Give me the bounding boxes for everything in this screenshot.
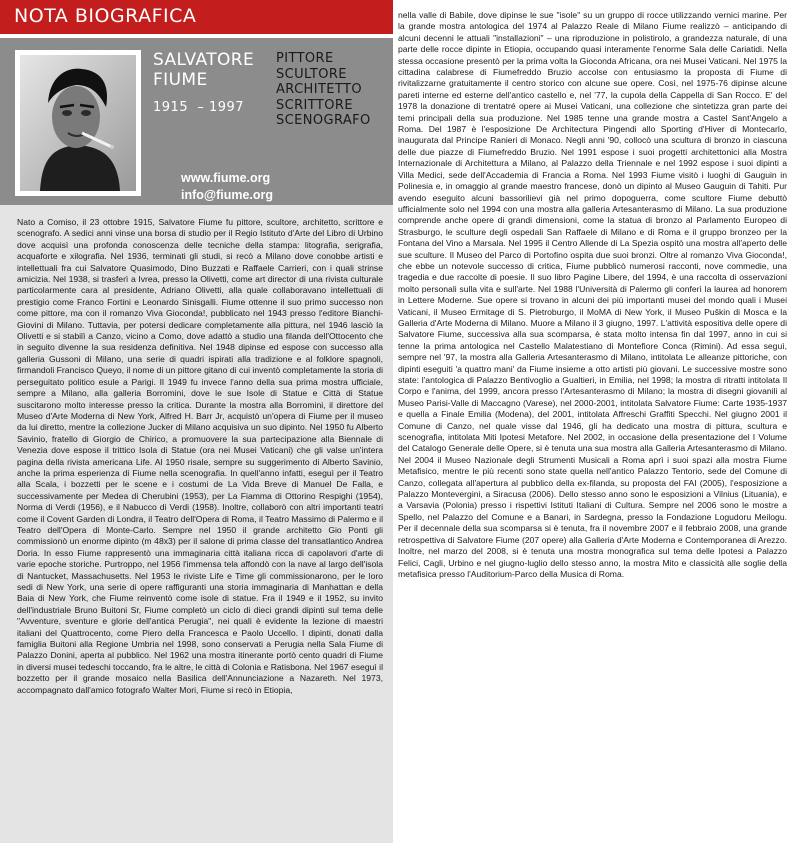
profile-box <box>0 38 393 205</box>
profession-item: SCULTORE <box>276 66 347 82</box>
profession-item: PITTORE <box>276 51 334 66</box>
portrait-image <box>20 55 136 191</box>
biography-text-left: Nato a Comiso, il 23 ottobre 1915, Salvatore Fiume fu pittore, scultore, architetto, scrittore e scenografo. A sedici anni vinse una borsa di studio per il Regio Istituto d'Arte del Libro di Urbino dove acquisì una profonda conoscenza delle tecniche della stampa: litografia, serigrafia, acquaforte e xilografia. Nel 1936, terminati gli studi, si recò a Milano dove conobbe artisti e intellettuali fra cui Salvatore Quasimodo, Dino Buzzati e Raffaele Carrieri, con i quali strinse amicizia. Nel 1938, si trasferì a Ivrea, presso la Olivetti, come art director di una rivista culturale particolarmente cara al presidente, Adriano Olivetti, alla quale collaboravano intellettuali di prestigio come Franco Fortini e Leonardo Sinisgalli. Fiume ottenne il suo primo successo non come pittore, ma con il romanzo Viva Gioconda!, pubblicato nel 1943 presso l'editore Bianchi-Giovini di Milano. Tuttavia, per potersi dedicare completamente alla pittura, nel 1946 lasciò la Olivetti e si stabilì a Canzo, vicino a Como, dove adattò a studio una filanda dell'Ottocento che in seguito divenne la sua residenza definitiva. Nel 1948 dipinse ed espose con successo alla galleria Gussoni di Milano, una serie di quadri ispirati alla tradizione e al folklore spagnoli, firmandoli Francisco Queyo, il nome di un pittore gitano di cui inventò completamente la storia di perseguitato politico esule a Parigi. Il 1949 fu invece l'anno della sua prima mostra ufficiale, sempre a Milano, alla galleria Borromini, dove le sue Isole di Statue e Città di Statue suscitarono molto interesse presso la critica. Durante la mostra alla Borromini, il direttore del Museo d'Arte Moderna di New York, Alfred H. Barr Jr, acquistò un'opera di Fiume per il museo da lui diretto, mentre la collezione Jucker di Milano acquisiva un suo dipinto. Nel 1950 fu Alberto Savinio, fratello di Giorgio de Chirico, a promuovere la sua partecipazione alla Biennale di Venezia dove espose il trittico Isola di Statue (ora nei Musei Vaticani) che gli valse un'intera pagina della rivista americana Life. Al 1950 risale, sempre su suggerimento di Alberto Savinio, anche la prima esperienza di Fiume nella scenografia. In quell'anno infatti, eseguì per il Teatro alla Scala, i bozzetti per le scene e i costumi de La Vida Breve di Manuel De Falla, e successivamente per Medea di Cherubini (1953), per La Fiamma di Ottorino Respighi (1954), Norma di Verdi (1956), e il Nabucco di Verdi (1958). Inoltre, collaborò con altri importanti teatri come il Covent Garden di Londra, il Teatro dell'Opera di Roma, il Teatro Massimo di Palermo e il Teatro dell'Opera di Monte-Carlo. Sempre nel 1950 il grande architetto Gio Ponti gli commissionò un enorme dipinto (m 48x3) per il salone di prima classe del transatlantico Andrea Doria. In esso Fiume rappresentò una immaginaria città italiana ricca di capolavori d'arte di varie epoche storiche. Purtroppo, nel 1956 l'immensa tela affondò con la nave al largo dell'isola di Nantucket, Massachusetts. Nel 1953 le riviste Life e Time gli commissionarono, per le loro sedi di New York, una serie di opere raffiguranti una storia immaginaria di Manhattan e della Baia di New York, che Fiume reinventò come isole di statue. Fra il 1949 e il 1952, su invito dell'industriale Bruno Buitoni Sr, Fiume completò un ciclo di dieci grandi dipinti sul tema delle "Avventure, sventure e glorie dell'antica Perugia", nei quali è evidente la lezione di maestri italiani del Quattrocento, come Piero della Francesca e Paolo Uccello. I dipinti, donati dalla famiglia Buitoni alla Regione Umbria nel 1998, sono conservati a Perugia nella Sala Fiume di Palazzo Donini, aperta al pubblico. Nel 1962 una mostra itinerante portò cento quadri di Fiume in diversi musei tedeschi toccando, fra le altre, le città di Colonia e Ratisbona. Nel 1967 eseguì il bozzetto per il grande mosaico nella Basilica dell'Annunciazione a Nazareth. Nel 1973, accompagnato dall'amico fotografo Walter Mori, Fiume si recò in Etiopia, <box>17 217 383 695</box>
biography-column-right <box>398 10 787 843</box>
artist-first-name: SALVATORE <box>153 50 255 70</box>
contact-links <box>181 170 273 204</box>
biography-column-left <box>0 205 393 843</box>
artist-last-name: FIUME <box>153 70 208 90</box>
profession-item: ARCHITETTO <box>276 82 363 97</box>
professions-list <box>276 51 371 129</box>
website-link[interactable]: www.fiume.org <box>181 171 271 185</box>
profession-item: SCENOGRAFO <box>276 113 371 128</box>
biography-text-right: nella valle di Babile, dove dipinse le sue "isole" su un gruppo di rocce utilizzando vernici marine. Per la grande mostra antologica del 1974 al Palazzo Reale di Milano Fiume realizzò – anticipando di alcuni decenni le attuali "installazioni" – una riproduzione in polistirolo, a grandezza naturale, di una parte delle rocce dipinte in Etiopia, occupando quasi interamente l'enorme Sala delle Cariatidi. Nella stessa occasione presentò per la prima volta la Gioconda Africana, ora nei Musei Vaticani. Nel 1975 la cittadina calabrese di Fiumefreddo Bruzio accolse con entusiasmo la proposta di Fiume di rivitalizzarne gratuitamente il centro storico con alcune sue opere. Così, nel 1975-76 dipinse alcune pareti interne ed esterne dell'antico castello e, nel '77, la cupola della Cappella di San Rocco. E' del 1978 la donazione di trentatré opere ai Musei Vaticani, una collezione che sintetizza gran parte dei temi principali della sua produzione. Nel 1985 tenne una grande mostra a Castel Sant'Angelo a Roma. Del 1987 è l'esposizione De Architectura Pingendi allo Sporting d'Hiver di Montecarlo, inaugurata dal Principe Ranieri di Monaco. Negli anni '90, collocò una scultura di bronzo in ciascuna delle due piazze di Fiumefreddo Bruzio. Nel 1991 espose i suoi progetti architettonici alla Mostra Internazionale di Architettura a Milano, al Palazzo della Triennale e nel 1992 espose i suoi dipinti a Villa Medici, sede dell'Accademia di Francia a Roma. Nel 1993 Fiume visitò i luoghi di Gauguin in Polinesia e, in omaggio al grande maestro francese, donò un dipinto al Museo Gauguin di Tahiti. Pur avendo eseguito alcuni bassorilievi già nel primo dopoguerra, come scultore Fiume debuttò ufficialmente solo nel 1994 con una mostra alla galleria Artesanterasmo di Milano. La sua produzione comprende anche opere di grandi dimensioni, come la statua di bronzo al Parlamento Europeo di Strasburgo, le sculture degli ospedali San Raffaele di Milano e di Roma e il gruppo bronzeo per la Fontana del Vino a Marsala. Nel 1995 il Centro Allende di La Spezia ospitò una mostra all'aperto delle sue sculture. Il Museo del Parco di Portofino ospita due suoi bronzi. Oltre al romanzo Viva Gioconda!, che ebbe un notevole successo di critica, Fiume pubblicò numerosi racconti, nove commedie, una tragedia e due raccolte di poesie. Il suo libro Pagine Libere, del 1994, è una raccolta di osservazioni molto personali sulla vita e sull'arte. Nel 1988 l'Università di Palermo gli conferì la laurea ad honorem in Lettere Moderne. Sue opere si trovano in alcuni dei più importanti musei del mondo quali i Musei Vaticani, il Museo Ermitage di S. Pietroburgo, il MoMA di New York, il Museo Puškin di Mosca e la Galleria d'Arte Moderna di Milano. Muore a Milano il 3 giugno, 1997. L'attività espositiva delle opere di Salvatore Fiume, successiva alla sua scomparsa, è stata molto intensa fin dal 1997, anno in cui si tenne la prima antologica nel Castello Malatestiano di Montefiore Conca (Rimini). Ad essa seguì, sempre nel '97, la mostra alla Galleria Artesanterasmo di Milano, intitolata Le alleanze pittoriche, con dipinti eseguiti 'a quattro mani' da Fiume insieme a otto artisti più giovani. Le successive mostre sono state: l'antologica di Palazzo Bentivoglio a Gualtieri, in Emilia, nel 1998; la mostra di ritratti intitolata Il Corpo e l'anima, del 1999, ancora presso l'Artesanterasmo di Milano; la mostra di disegni giovanili al Museo Parisi-Valle di Maccagno (Varese), nel 2000-2001, intitolata Salvatore Fiume: Carte 1935-1937 e quella a Finale Emilia (Modena), del 2001, intitolata Affreschi Graffiti Specchi. Nel giugno 2001 il Comune di Canzo, nel quale visse dal 1946, gli ha dedicato una mostra di pittura, scultura e scenografia, intitolata Miti Ipotesi Metafore. Nel 2002, in occasione della presentazione del I Volume del Catalogo Generale delle Opere, si è tenuta una sua mostra alla Galleria Artesanterasmo di Milano. Nel 2004 il Museo Nazionale degli Strumenti Musicali a Roma aprì i suoi spazi alla mostra Fiume Metafisico, mentre le più recenti sono state quella nell'antico Palazzo Tentorio, sede del Comune di Canzo, collegata all'apertura al pubblico della ex-filanda, su proposta del FAI (2005), l'esposizione a Palazzo Montevergini, a Siracusa (2006). Dello stesso anno sono le esposizioni a Vilnius (Lituania), e a Varsavia (Polonia) presso i rispettivi Istituti Italiani di Cultura. Sempre nel 2006 sono le mostre a Spello, nel Palazzo del Comune e a Banari, in Sardegna, presso la Fondazione Logudoru Meilogu. Per il decennale della sua scomparsa si è tenuta, fra il novembre 2007 e il febbraio 2008, una grande retrospettiva di Salvatore Fiume (207 opere) alla Galleria d'Arte Moderna e Contemporanea di Arezzo. Inoltre, nel marzo del 2008, si è tenuta una mostra monografica sul tema delle Ipotesi a Palazzo Felici, Cagli, Urbino e nel giugno-luglio dello stesso anno, la mostra Mito e classicità alle soglie della metafisica presso l'Auditorium-Parco della Musica di Roma. <box>398 10 787 579</box>
portrait-photo <box>15 50 141 196</box>
page-title: NOTA BIOGRAFICA <box>14 5 197 27</box>
profession-item: SCRITTORE <box>276 97 353 113</box>
header-bar <box>0 0 393 34</box>
email-link[interactable]: info@fiume.org <box>181 188 274 202</box>
artist-years: 1915 – 1997 <box>153 100 245 115</box>
